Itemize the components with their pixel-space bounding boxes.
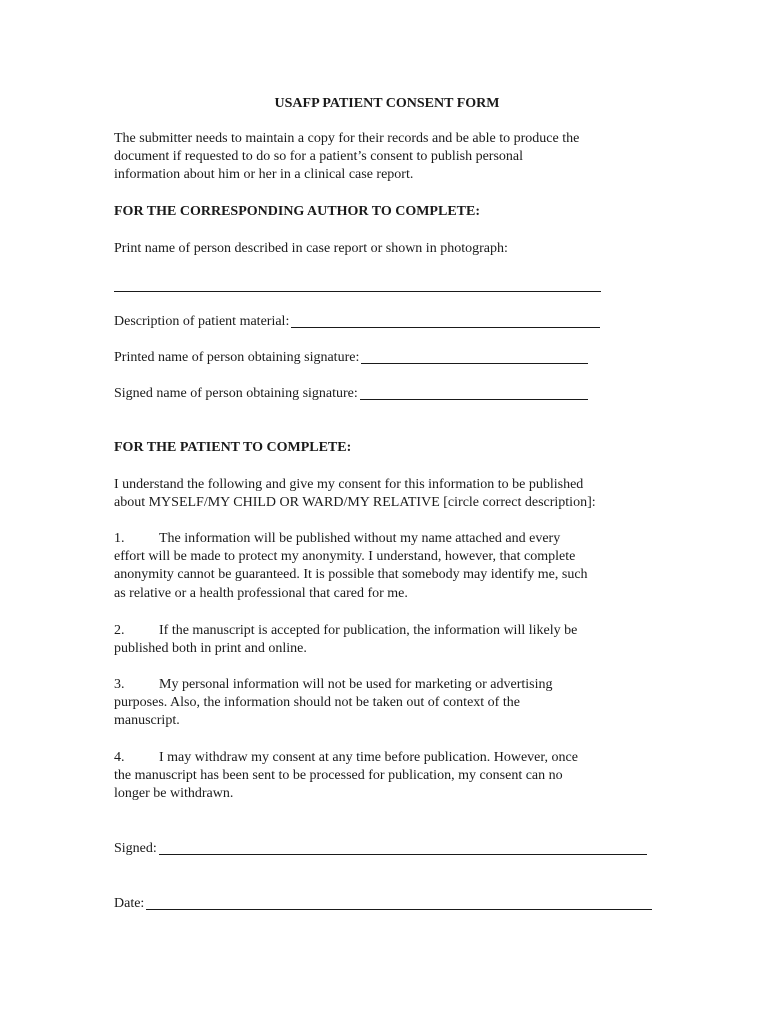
description-field[interactable] (291, 313, 600, 328)
patient-statement (114, 476, 596, 512)
consent-item-number: 4. (114, 750, 125, 765)
consent-item-2 (114, 622, 577, 658)
consent-item-text: The information will be published without my name attached and every (159, 531, 561, 546)
consent-item-4 (114, 749, 578, 804)
consent-item-line: published both in print and online. (114, 641, 307, 657)
printed-name-label: Printed name of person obtaining signature: (114, 350, 360, 365)
intro-line: information about him or her in a clinical case report. (114, 167, 414, 183)
signed-label: Signed: (114, 841, 157, 856)
consent-item-line (114, 749, 578, 767)
print-name-prompt: Print name of person described in case report or shown in photograph: (114, 241, 508, 256)
statement-line: about MYSELF/MY CHILD OR WARD/MY RELATIVE [circle correct description]: (114, 495, 596, 511)
consent-item-line (114, 530, 588, 548)
consent-item-line: manuscript. (114, 713, 180, 729)
intro-paragraph (114, 130, 579, 185)
consent-item-number: 1. (114, 531, 125, 546)
consent-item-text: My personal information will not be used for marketing or advertising (159, 677, 553, 692)
consent-item-number: 3. (114, 677, 125, 692)
author-section-heading: FOR THE CORRESPONDING AUTHOR TO COMPLETE: (114, 204, 480, 219)
intro-line: The submitter needs to maintain a copy for their records and be able to produce the (114, 131, 580, 146)
consent-item-line: longer be withdrawn. (114, 786, 234, 802)
consent-item-text: I may withdraw my consent at any time before publication. However, once (159, 750, 578, 765)
intro-line: document if requested to do so for a patient’s consent to publish personal (114, 149, 524, 165)
consent-item-line (114, 622, 577, 640)
date-field[interactable] (146, 895, 652, 910)
description-field-row (114, 313, 600, 331)
print-name-field[interactable] (114, 291, 601, 292)
consent-item-line: anonymity cannot be guaranteed. It is possible that somebody may identify me, such (114, 567, 588, 583)
signed-field[interactable] (159, 840, 647, 855)
date-field-row (114, 895, 652, 913)
consent-item-1 (114, 530, 588, 603)
statement-line: I understand the following and give my consent for this information to be published (114, 477, 584, 492)
date-label: Date: (114, 896, 145, 911)
consent-item-line: purposes. Also, the information should not be taken out of context of the (114, 695, 520, 711)
printed-name-field[interactable] (361, 349, 588, 364)
consent-item-line: as relative or a health professional that cared for me. (114, 585, 408, 601)
signed-name-field-row (114, 385, 588, 403)
printed-name-field-row (114, 349, 588, 367)
consent-item-3 (114, 676, 552, 731)
consent-item-line (114, 676, 552, 694)
patient-section-heading: FOR THE PATIENT TO COMPLETE: (114, 440, 352, 455)
description-label: Description of patient material: (114, 314, 290, 329)
signed-field-row (114, 840, 647, 858)
signed-name-label: Signed name of person obtaining signature: (114, 386, 358, 401)
consent-item-text: If the manuscript is accepted for publication, the information will likely be (159, 623, 578, 638)
consent-item-line: the manuscript has been sent to be processed for publication, my consent can no (114, 768, 563, 784)
consent-item-number: 2. (114, 623, 125, 638)
signed-name-field[interactable] (360, 385, 588, 400)
consent-item-line: effort will be made to protect my anonymity. I understand, however, that complete (114, 549, 576, 565)
form-title: USAFP PATIENT CONSENT FORM (274, 96, 500, 111)
